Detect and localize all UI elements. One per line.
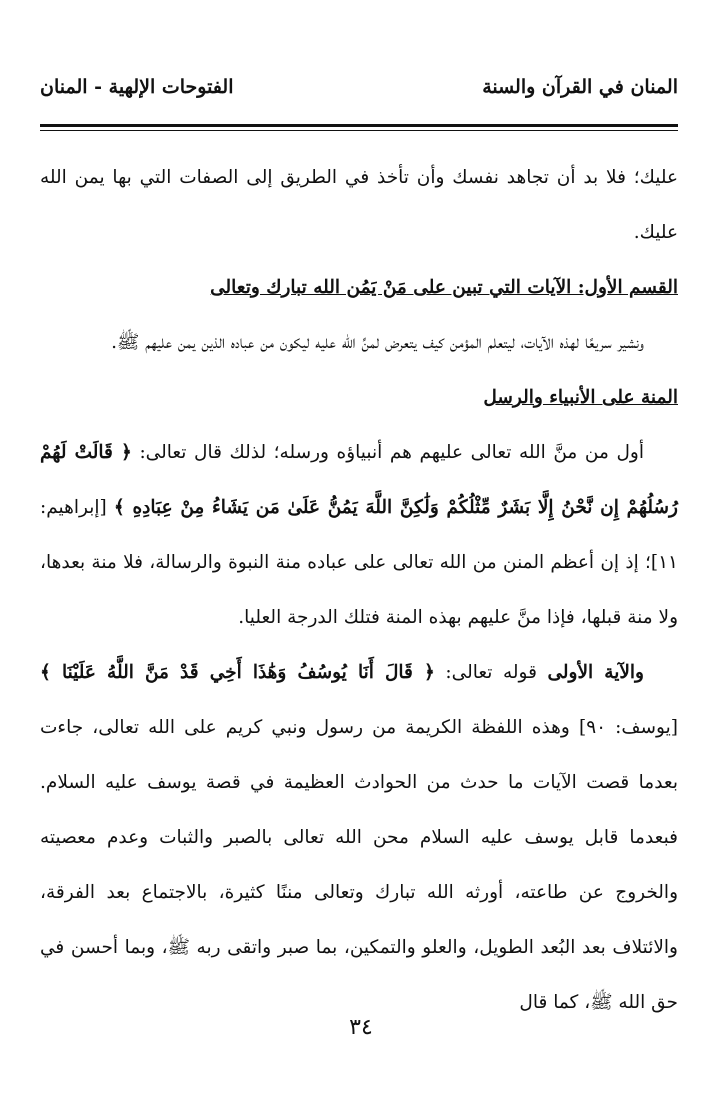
- paragraph-4-rest: [يوسف: ٩٠] وهذه اللفظة الكريمة من رسول ونبي كريم على الله تعالى، جاءت بعدما قصت الآيات ما حدث من الحوادث العظيمة في قصة يوسف عليه السلام. فبعدما قابل يوسف عليه السلام محن الله تعالى بالصبر والثبات وعدم معصيته والخروج عن طاعته، أورثه الله تبارك وتعالى مننًا كثيرة، بالاجتماع بعد الفرقة، والائتلاف بعد البُعد الطويل، والعلو والتمكين، بما صبر واتقى ربه ﷺ، وبما أحسن في حق الله ﷺ، كما قال: [40, 717, 678, 1013]
- running-header: [40, 76, 678, 110]
- paragraph-3-rest: إذ إن أعظم المنن من الله تعالى على عباده منة النبوة والرسالة، فلا منة بعدها، ولا منة قبلها، فإذا منَّ عليهم بهذه المنة فتلك الدرجة العليا.: [40, 552, 678, 628]
- paragraph-2: ونشير سريعًا لهذه الآيات، ليتعلم المؤمن كيف يتعرض لمنِّ الله عليه ليكون من عباده الذين يمن عليهم ﷺ.: [111, 332, 644, 353]
- verse-reference-ibrahim: [إبراهيم: ١١]؛: [40, 497, 678, 573]
- section-heading-1: القسم الأول: الآيات التي تبين على مَنْ يَمُن الله تبارك وتعالى: [210, 277, 678, 298]
- header-chapter-title: الفتوحات الإلهية - المنان: [40, 76, 234, 98]
- page-body: [40, 150, 678, 1030]
- quran-verse-ibrahim: ﴿ قَالَتْ لَهُمْ رُسُلُهُمْ إِن نَّحْنُ إِلَّا بَشَرٌ مِّثْلُكُمْ وَلَٰكِنَّ اللَّهَ يَمُنُّ عَلَىٰ مَن يَشَاءُ مِنْ عِبَادِهِ ﴾: [40, 442, 678, 518]
- paragraph-3: [40, 425, 678, 645]
- quran-verse-yusuf: ﴿ قَالَ أَنَا يُوسُفُ وَهَٰذَا أَخِي قَدْ مَنَّ اللَّهُ عَلَيْنَا ﴾: [40, 662, 435, 683]
- first-verse-label: والآية الأولى: [547, 662, 644, 683]
- header-rule-thick: [40, 124, 678, 127]
- header-rule-thin: [40, 130, 678, 131]
- page-number: ٣٤: [349, 1015, 373, 1040]
- paragraph-3-intro: أول من منَّ الله تعالى عليهم هم أنبياؤه ورسله؛ لذلك قال تعالى:: [139, 442, 644, 463]
- paragraph-1: عليك؛ فلا بد أن تجاهد نفسك وأن تأخذ في الطريق إلى الصفات التي بها يمن الله عليك.: [40, 167, 678, 243]
- paragraph-4-intro: قوله تعالى:: [445, 662, 537, 683]
- section-heading-2: المنة على الأنبياء والرسل: [483, 387, 678, 408]
- header-book-title: المنان في القرآن والسنة: [482, 76, 678, 98]
- paragraph-4: [40, 645, 678, 1030]
